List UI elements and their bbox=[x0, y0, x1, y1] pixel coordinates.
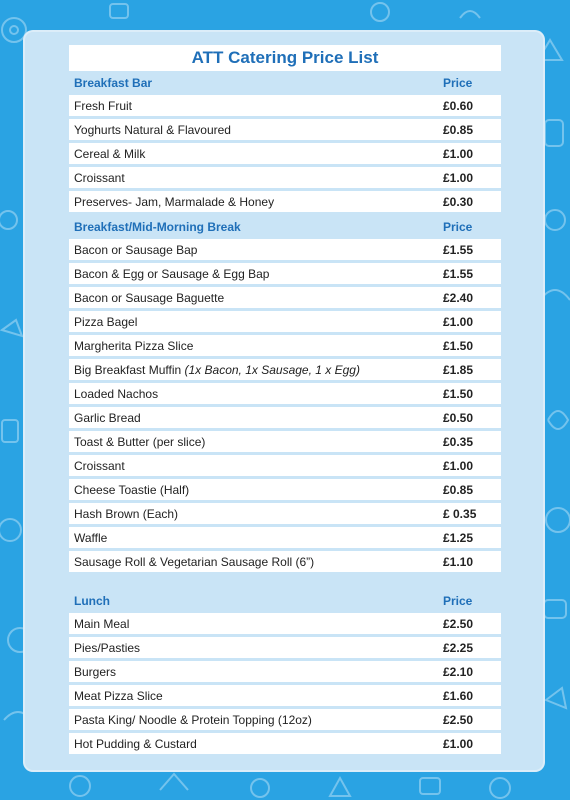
item-name-text: Pizza Bagel bbox=[74, 314, 138, 329]
menu-item-price: £0.85 bbox=[435, 119, 501, 143]
menu-item-name bbox=[69, 191, 435, 215]
menu-item-row bbox=[69, 431, 501, 455]
menu-item-row bbox=[69, 709, 501, 733]
menu-item-price: £0.30 bbox=[435, 191, 501, 215]
section-header-row bbox=[69, 71, 501, 95]
menu-item-price: £2.25 bbox=[435, 637, 501, 661]
menu-item-name bbox=[69, 733, 435, 757]
menu-item-price: £2.40 bbox=[435, 287, 501, 311]
menu-item-name bbox=[69, 95, 435, 119]
menu-item-row bbox=[69, 167, 501, 191]
item-name-text: Bacon or Sausage Baguette bbox=[74, 290, 225, 305]
cup-icon bbox=[545, 120, 563, 146]
menu-item-name bbox=[69, 709, 435, 733]
ice-cream-icon bbox=[330, 778, 350, 796]
menu-item-row bbox=[69, 239, 501, 263]
section-title: Breakfast Bar bbox=[74, 76, 153, 90]
menu-item-name bbox=[69, 359, 435, 383]
menu-item-name bbox=[69, 637, 435, 661]
apple-icon bbox=[545, 210, 565, 230]
item-name-text: Waffle bbox=[74, 530, 108, 545]
item-name-text: Sausage Roll & Vegetarian Sausage Roll (6”) bbox=[74, 554, 315, 569]
section-header-row bbox=[69, 589, 501, 613]
item-name-text: Toast & Butter (per slice) bbox=[74, 434, 206, 449]
item-name-text: Yoghurts Natural & Flavoured bbox=[74, 122, 231, 137]
menu-item-row bbox=[69, 407, 501, 431]
menu-item-row bbox=[69, 95, 501, 119]
menu-item-name bbox=[69, 431, 435, 455]
menu-item-name bbox=[69, 143, 435, 167]
item-name-text: Croissant bbox=[74, 170, 125, 185]
section-title: Lunch bbox=[74, 594, 110, 608]
menu-item-row bbox=[69, 119, 501, 143]
menu-item-row bbox=[69, 455, 501, 479]
section-spacer bbox=[69, 575, 501, 589]
item-name-text: Margherita Pizza Slice bbox=[74, 338, 194, 353]
menu-item-price: £ 0.35 bbox=[435, 503, 501, 527]
menu-item-row bbox=[69, 613, 501, 637]
menu-item-row bbox=[69, 191, 501, 215]
price-column-header: Price bbox=[443, 76, 473, 90]
menu-item-price: £1.55 bbox=[435, 263, 501, 287]
item-name-text: Hot Pudding & Custard bbox=[74, 736, 197, 751]
menu-item-row bbox=[69, 527, 501, 551]
menu-item-price: £1.60 bbox=[435, 685, 501, 709]
menu-item-name bbox=[69, 119, 435, 143]
menu-item-price: £0.35 bbox=[435, 431, 501, 455]
menu-item-price: £1.50 bbox=[435, 383, 501, 407]
item-name-text: Big Breakfast Muffin bbox=[74, 362, 182, 377]
menu-item-price: £1.00 bbox=[435, 143, 501, 167]
menu-item-name bbox=[69, 613, 435, 637]
price-column-header: Price bbox=[443, 220, 473, 234]
item-name-text: Loaded Nachos bbox=[74, 386, 159, 401]
menu-item-name bbox=[69, 311, 435, 335]
menu-item-name bbox=[69, 287, 435, 311]
menu-item-name bbox=[69, 167, 435, 191]
menu-item-row bbox=[69, 287, 501, 311]
menu-item-name bbox=[69, 383, 435, 407]
item-name-text: Bacon or Sausage Bap bbox=[74, 242, 198, 257]
menu-item-row bbox=[69, 685, 501, 709]
item-name-text: Cereal & Milk bbox=[74, 146, 146, 161]
item-name-text: Croissant bbox=[74, 458, 125, 473]
menu-item-row bbox=[69, 359, 501, 383]
menu-item-name bbox=[69, 527, 435, 551]
menu-item-row bbox=[69, 503, 501, 527]
price-table bbox=[69, 71, 501, 757]
menu-item-price: £0.60 bbox=[435, 95, 501, 119]
menu-item-price: £2.10 bbox=[435, 661, 501, 685]
menu-item-name bbox=[69, 239, 435, 263]
menu-item-name bbox=[69, 661, 435, 685]
menu-item-row bbox=[69, 383, 501, 407]
menu-item-name bbox=[69, 503, 435, 527]
section-header-row bbox=[69, 215, 501, 239]
menu-item-price: £1.00 bbox=[435, 733, 501, 757]
menu-item-row bbox=[69, 733, 501, 757]
burger-icon bbox=[70, 776, 90, 796]
item-name-text: Bacon & Egg or Sausage & Egg Bap bbox=[74, 266, 270, 281]
menu-item-price: £0.85 bbox=[435, 479, 501, 503]
menu-item-price: £1.85 bbox=[435, 359, 501, 383]
menu-item-row bbox=[69, 551, 501, 575]
menu-item-row bbox=[69, 335, 501, 359]
item-name-text: Cheese Toastie (Half) bbox=[74, 482, 190, 497]
menu-item-name bbox=[69, 335, 435, 359]
menu-item-row bbox=[69, 311, 501, 335]
menu-item-price: £1.55 bbox=[435, 239, 501, 263]
item-note: (1x Bacon, 1x Sausage, 1 x Egg) bbox=[184, 362, 360, 377]
menu-item-price: £1.00 bbox=[435, 311, 501, 335]
menu-item-name bbox=[69, 263, 435, 287]
price-column-header: Price bbox=[443, 594, 473, 608]
menu-item-row bbox=[69, 661, 501, 685]
item-name-text: Main Meal bbox=[74, 616, 130, 631]
menu-item-row bbox=[69, 479, 501, 503]
page-title: ATT Catering Price List bbox=[69, 45, 501, 71]
menu-item-price: £1.00 bbox=[435, 455, 501, 479]
menu-item-price: £2.50 bbox=[435, 709, 501, 733]
menu-item-name bbox=[69, 551, 435, 575]
menu-item-row bbox=[69, 263, 501, 287]
section-title: Breakfast/Mid-Morning Break bbox=[74, 220, 241, 234]
menu-item-price: £1.25 bbox=[435, 527, 501, 551]
menu-item-name bbox=[69, 479, 435, 503]
menu-item-price: £1.50 bbox=[435, 335, 501, 359]
item-name-text: Burgers bbox=[74, 664, 117, 679]
item-name-text: Pies/Pasties bbox=[74, 640, 141, 655]
menu-item-row bbox=[69, 143, 501, 167]
menu-item-price: £1.00 bbox=[435, 167, 501, 191]
item-name-text: Garlic Bread bbox=[74, 410, 141, 425]
menu-item-row bbox=[69, 637, 501, 661]
menu-item-price: £0.50 bbox=[435, 407, 501, 431]
egg-icon bbox=[548, 411, 568, 429]
item-name-text: Hash Brown (Each) bbox=[74, 506, 179, 521]
item-name-text: Fresh Fruit bbox=[74, 98, 133, 113]
price-list-sheet bbox=[69, 45, 501, 757]
item-name-text: Pasta King/ Noodle & Protein Topping (12oz) bbox=[74, 712, 312, 727]
menu-item-name bbox=[69, 407, 435, 431]
menu-item-price: £1.10 bbox=[435, 551, 501, 575]
menu-item-name bbox=[69, 455, 435, 479]
item-name-text: Preserves- Jam, Marmalade & Honey bbox=[74, 194, 275, 209]
menu-item-name bbox=[69, 685, 435, 709]
menu-item-price: £2.50 bbox=[435, 613, 501, 637]
item-name-text: Meat Pizza Slice bbox=[74, 688, 163, 703]
